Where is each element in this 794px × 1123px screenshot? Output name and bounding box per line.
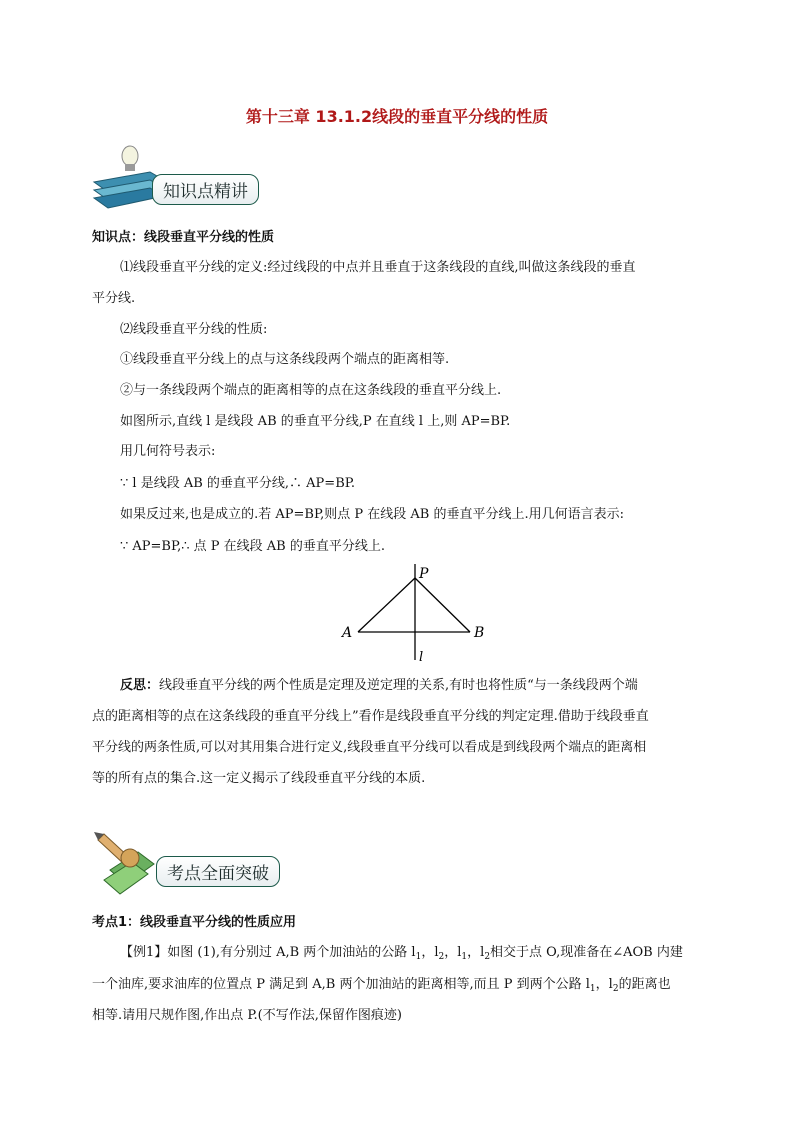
example-text: 如图 (1),有分别过 A,B 两个加油站的公路 l	[167, 945, 416, 960]
reflection-line: 等的所有点的集合.这一定义揭示了线段垂直平分线的本质.	[92, 771, 426, 786]
subscript: 1	[589, 984, 596, 994]
point-p-label: P	[419, 566, 429, 582]
subscript: 2	[438, 952, 445, 962]
example-text: 相交于点 O,现准备在∠AOB 内建	[490, 945, 683, 960]
knowledge-line: ①线段垂直平分线上的点与这条线段两个端点的距离相等.	[120, 352, 450, 367]
point-a-label: A	[342, 625, 353, 641]
example-text: 一个油库,要求油库的位置点 P 满足到 A,B 两个加油站的距离相等,而且 P 到两个公路 l	[92, 977, 590, 992]
knowledge-line: ∵ AP=BP,∴ 点 P 在线段 AB 的垂直平分线上.	[120, 539, 385, 554]
example-tag: 【例1】	[120, 945, 168, 960]
segment-ap	[358, 578, 415, 632]
example-line	[92, 975, 671, 996]
reflection-line: 平分线的两条性质,可以对其用集合进行定义,线段垂直平分线可以看成是到线段两个端点的距离相	[92, 740, 647, 755]
reflection-line	[120, 676, 638, 696]
subscript: 2	[484, 952, 491, 962]
knowledge-heading: 知识点：线段垂直平分线的性质	[92, 230, 275, 245]
exam-heading: 考点1：线段垂直平分线的性质应用	[92, 915, 297, 930]
knowledge-line: 如果反过来,也是成立的.若 AP=BP,则点 P 在线段 AB 的垂直平分线上.用几何语言表示:	[120, 507, 624, 522]
knowledge-line: 如图所示,直线 l 是线段 AB 的垂直平分线,P 在直线 l 上,则 AP=BP.	[120, 414, 511, 429]
reflection-text: 线段垂直平分线的两个性质是定理及逆定理的关系,有时也将性质“与一条线段两个端	[159, 678, 638, 693]
exam-banner	[90, 828, 290, 898]
example-line: 相等.请用尺规作图,作出点 P.(不写作法,保留作图痕迹)	[92, 1008, 402, 1023]
knowledge-line: ⑵线段垂直平分线的性质:	[120, 322, 268, 337]
line-l-label: l	[419, 650, 424, 665]
reflection-line: 点的距离相等的点在这条线段的垂直平分线上”看作是线段垂直平分线的判定定理.借助于线段垂直	[92, 709, 649, 724]
knowledge-line: 平分线.	[92, 291, 136, 306]
knowledge-line: ②与一条线段两个端点的距离相等的点在这条线段的垂直平分线上.	[120, 383, 502, 398]
exam-banner-label: 考点全面突破	[156, 856, 280, 887]
example-text: ，l	[467, 945, 485, 960]
example-text: ，l	[421, 945, 439, 960]
knowledge-banner	[90, 142, 280, 212]
example-text: 的距离也	[618, 977, 671, 992]
subscript: 1	[461, 952, 468, 962]
subscript: 2	[612, 984, 619, 994]
perpendicular-bisector-figure	[330, 560, 500, 668]
example-line	[120, 943, 683, 964]
reflection-head: 反思：	[120, 678, 160, 693]
subscript: 1	[415, 952, 422, 962]
knowledge-banner-label: 知识点精讲	[152, 174, 259, 205]
page-title: 第十三章 13.1.2线段的垂直平分线的性质	[245, 107, 549, 126]
knowledge-line: ⑴线段垂直平分线的定义:经过线段的中点并且垂直于这条线段的直线,叫做这条线段的垂直	[120, 260, 636, 275]
knowledge-line: 用几何符号表示:	[120, 444, 216, 459]
point-b-label: B	[474, 625, 485, 641]
example-text: ，l	[595, 977, 613, 992]
segment-bp	[415, 578, 470, 632]
example-text: ，l	[444, 945, 462, 960]
knowledge-line: ∵ l 是线段 AB 的垂直平分线,∴ AP=BP.	[120, 476, 355, 491]
